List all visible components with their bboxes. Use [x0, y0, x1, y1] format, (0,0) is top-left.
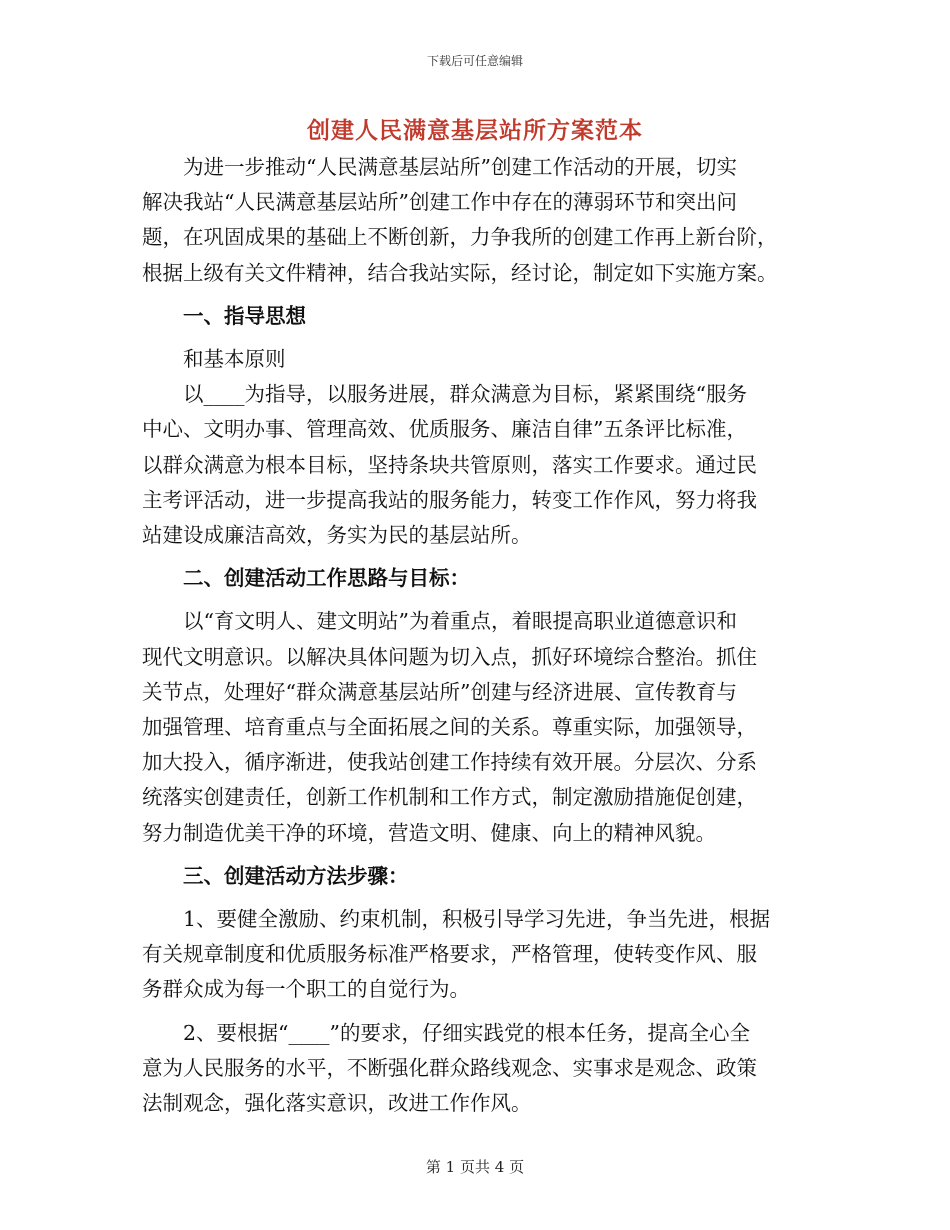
text-line: 题，在巩固成果的基础上不断创新，力争我所的创建工作再上新台阶，	[142, 225, 778, 250]
section2-paragraph	[142, 604, 810, 850]
text-line: 根据上级有关文件精神，结合我站实际，经讨论，制定如下实施方案。	[142, 260, 778, 285]
page-header: 下载后可任意编辑	[426, 54, 523, 68]
section-heading-3: 三、创建活动方法步骤：	[183, 863, 409, 888]
text-line: 1、要健全激励、约束机制，积极引导学习先进，争当先进，根据	[183, 907, 771, 932]
text-line: 为进一步推动“人民满意基层站所”创建工作活动的开展，切实	[183, 155, 737, 179]
text-line: 意为人民服务的水平，不断强化群众路线观念、实事求是观念、政策	[142, 1055, 757, 1080]
text-line: 努力制造优美干净的环境，营造文明、健康、向上的精神风貌。	[142, 820, 716, 845]
text-line: 以____为指导，以服务进展，群众满意为目标，紧紧围绕“服务	[183, 382, 747, 407]
text-line: 法制观念，强化落实意识，改进工作作风。	[142, 1091, 532, 1116]
text-line: 关节点，处理好“群众满意基层站所”创建与经济进展、宣传教育与	[142, 679, 737, 704]
intro-paragraph	[142, 150, 810, 291]
text-line: 务群众成为每一个职工的自觉行为。	[142, 977, 470, 1002]
text-line: 以群众满意为根本目标，坚持条块共管原则，落实工作要求。通过民	[142, 452, 757, 477]
text-line: 以“育文明人、建文明站”为着重点，着眼提高职业道德意识和	[183, 609, 737, 634]
page-footer: 第 1 页共 4 页	[425, 1158, 525, 1176]
section1-paragraph	[142, 377, 810, 553]
text-line: 2、要根据“____”的要求，仔细实践党的根本任务，提高全心全	[183, 1020, 751, 1045]
section3-item-1	[142, 902, 810, 1008]
text-line: 主考评活动，进一步提高我站的服务能力，转变工作作风，努力将我	[142, 487, 757, 512]
text-line: 有关规章制度和优质服务标准严格要求，严格管理，使转变作风、服	[142, 942, 757, 967]
section-heading-1: 一、指导思想	[183, 303, 306, 328]
text-line: 现代文明意识。以解决具体问题为切入点，抓好环境综合整治。抓住	[142, 644, 757, 669]
text-line: 中心、文明办事、管理高效、优质服务、廉洁自律”五条评比标准，	[142, 417, 747, 442]
section3-item-2	[142, 1016, 810, 1122]
section-heading-2: 二、创建活动工作思路与目标：	[183, 566, 470, 591]
text-line: 加大投入，循序渐进，使我站创建工作持续有效开展。分层次、分系	[142, 750, 757, 775]
text-line: 站建设成廉洁高效，务实为民的基层站所。	[142, 523, 532, 548]
document-title: 创建人民满意基层站所方案范本	[307, 117, 643, 144]
text-line: 统落实创建责任，创新工作机制和工作方式，制定激励措施促创建，	[142, 785, 757, 810]
document-body	[142, 150, 810, 1121]
text-line: 加强管理、培育重点与全面拓展之间的关系。尊重实际，加强领导，	[142, 715, 757, 740]
section-subheading: 和基本原则	[183, 347, 286, 372]
text-line: 解决我站“人民满意基层站所”创建工作中存在的薄弱环节和突出问	[142, 190, 737, 215]
